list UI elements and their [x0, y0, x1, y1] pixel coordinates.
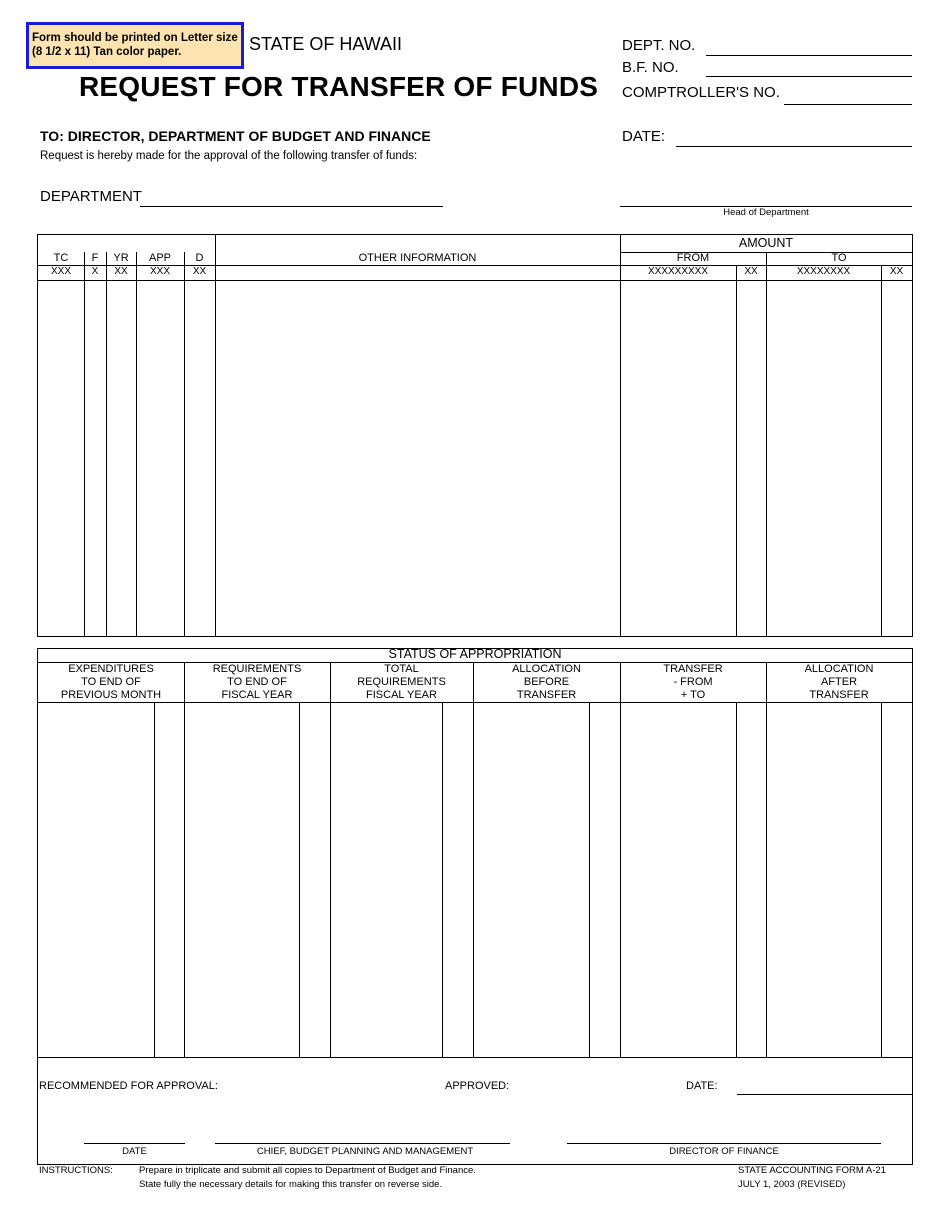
fmt-app: XXX	[149, 266, 170, 277]
state-name: STATE OF HAWAII	[249, 34, 402, 54]
status-title: STATUS OF APPROPRIATION	[388, 647, 562, 661]
fmt-tc: XXX	[50, 266, 71, 277]
dept-no-label: DEPT. NO.	[622, 37, 696, 54]
addressee: TO: DIRECTOR, DEPARTMENT OF BUDGET AND FINANCE	[40, 128, 431, 144]
from-header: FROM	[676, 252, 710, 264]
status-col-transfer: TRANSFER - FROM + TO	[663, 663, 723, 701]
col-d: D	[195, 252, 204, 264]
instructions-line-2: State fully the necessary details for making this transfer on reverse side.	[139, 1179, 443, 1190]
date-label: DATE:	[622, 128, 666, 145]
col-tc: TC	[53, 252, 69, 264]
transfer-entry-area[interactable]	[38, 281, 912, 636]
instructions-label: INSTRUCTIONS:	[39, 1165, 113, 1176]
sig-date-label: DATE	[122, 1146, 147, 1157]
amount-header: AMOUNT	[738, 236, 794, 250]
fmt-d: XX	[192, 266, 207, 277]
status-col-allocation-before: ALLOCATION BEFORE TRANSFER	[512, 663, 581, 701]
col-app: APP	[148, 252, 171, 264]
instructions-line-1: Prepare in triplicate and submit all copies to Department of Budget and Finance.	[139, 1165, 476, 1176]
col-f: F	[91, 252, 99, 264]
director-signature-line[interactable]	[567, 1143, 881, 1144]
status-col-expenditures: EXPENDITURES TO END OF PREVIOUS MONTH	[60, 663, 162, 701]
approved-label: APPROVED:	[445, 1080, 510, 1092]
fmt-f: X	[91, 266, 99, 277]
approval-date-field[interactable]	[737, 1094, 912, 1095]
fmt-to-amount: XXXXXXXX	[796, 266, 851, 277]
date-field[interactable]	[676, 146, 912, 147]
recommended-label: RECOMMENDED FOR APPROVAL:	[39, 1080, 218, 1092]
to-header: TO	[831, 252, 847, 264]
sig-chief-label: CHIEF, BUDGET PLANNING AND MANAGEMENT	[256, 1146, 474, 1157]
col-yr: YR	[113, 252, 129, 264]
chief-signature-line[interactable]	[215, 1143, 510, 1144]
form-title: REQUEST FOR TRANSFER OF FUNDS	[79, 71, 599, 102]
fmt-yr: XX	[114, 266, 128, 277]
form-number: STATE ACCOUNTING FORM A-21	[738, 1165, 886, 1176]
status-col-total-requirements: TOTAL REQUIREMENTS FISCAL YEAR	[357, 663, 446, 701]
fmt-to-cents: XX	[889, 266, 904, 277]
approval-date-label: DATE:	[686, 1080, 718, 1092]
revision-date: JULY 1, 2003 (REVISED)	[738, 1179, 846, 1190]
col-other-information: OTHER INFORMATION	[358, 252, 477, 264]
comptroller-no-field[interactable]	[784, 104, 912, 105]
status-col-requirements: REQUIREMENTS TO END OF FISCAL YEAR	[212, 663, 302, 701]
sig-director-label: DIRECTOR OF FINANCE	[669, 1146, 779, 1157]
comptroller-no-label: COMPTROLLER'S NO.	[622, 84, 780, 101]
request-text: Request is hereby made for the approval of the following transfer of funds:	[40, 150, 418, 162]
bf-no-label: B.F. NO.	[622, 59, 679, 76]
fmt-from-cents: XX	[744, 266, 758, 277]
status-col-allocation-after: ALLOCATION AFTER TRANSFER	[804, 663, 874, 701]
recommend-date-line[interactable]	[84, 1143, 185, 1144]
print-notice: Form should be printed on Letter size (8 1/2 x 11) Tan color paper.	[26, 22, 244, 69]
bf-no-field[interactable]	[706, 76, 912, 77]
head-of-department-label: Head of Department	[723, 207, 809, 218]
department-field[interactable]	[140, 206, 443, 207]
status-entry-area[interactable]	[38, 703, 912, 1057]
department-label: DEPARTMENT	[40, 188, 142, 205]
fmt-from-amount: XXXXXXXXX	[647, 266, 709, 277]
dept-no-field[interactable]	[706, 55, 912, 56]
